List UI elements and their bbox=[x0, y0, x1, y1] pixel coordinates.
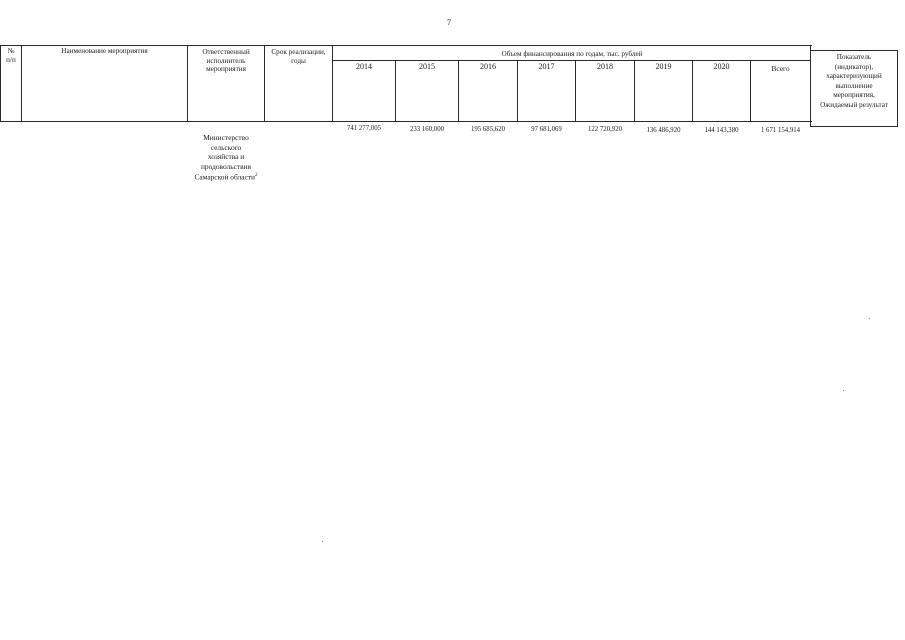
header-activity-name: Наименование мероприятия bbox=[61, 47, 148, 55]
header-bottom-border bbox=[0, 121, 812, 122]
scan-speck bbox=[869, 318, 870, 319]
table-top-border bbox=[0, 45, 812, 46]
indicator-top-border bbox=[810, 50, 898, 51]
year-2018: 2018 bbox=[597, 62, 613, 71]
value-2016: 195 685,620 bbox=[471, 126, 505, 133]
value-2014: 741 277,005 bbox=[347, 125, 381, 132]
header-number: № п/п bbox=[6, 47, 16, 64]
col-line-right bbox=[897, 50, 898, 127]
row-executor bbox=[186, 124, 266, 182]
header-executor: Ответственный исполнитель мероприятия bbox=[202, 48, 250, 74]
year-2015: 2015 bbox=[419, 62, 435, 71]
value-total: 1 671 154,914 bbox=[760, 127, 801, 134]
value-2018: 122 720,920 bbox=[588, 126, 622, 133]
footnote-mark: 2 bbox=[255, 173, 258, 179]
header-period: Срок реализации, годы bbox=[271, 48, 326, 65]
scan-speck bbox=[843, 390, 844, 391]
col-line-1 bbox=[21, 45, 22, 122]
value-2015: 233 160,000 bbox=[410, 126, 444, 133]
value-2019: 136 486,920 bbox=[646, 127, 681, 134]
year-total: Всего bbox=[771, 64, 790, 73]
year-2020: 2020 bbox=[713, 62, 730, 71]
year-2014: 2014 bbox=[356, 62, 372, 71]
header-indicator: Показатель (индикатор), характеризующий выполнение мероприятия, Ожидаемый результат bbox=[820, 53, 888, 109]
value-2017: 97 681,069 bbox=[531, 126, 562, 133]
year-2017: 2017 bbox=[538, 62, 555, 71]
year-2016: 2016 bbox=[480, 62, 496, 71]
page-number: 7 bbox=[447, 18, 451, 27]
funding-subheader-line bbox=[332, 60, 811, 61]
value-2020: 144 143,380 bbox=[704, 127, 739, 134]
indicator-bottom-border bbox=[810, 126, 898, 127]
header-funding: Объем финансирования по годам, тыс. рублей bbox=[501, 50, 643, 58]
scan-speck bbox=[322, 541, 323, 542]
row-executor-text: Министерство сельского хозяйства и продовольствия Самарской области bbox=[194, 133, 255, 182]
year-2019: 2019 bbox=[655, 62, 672, 71]
